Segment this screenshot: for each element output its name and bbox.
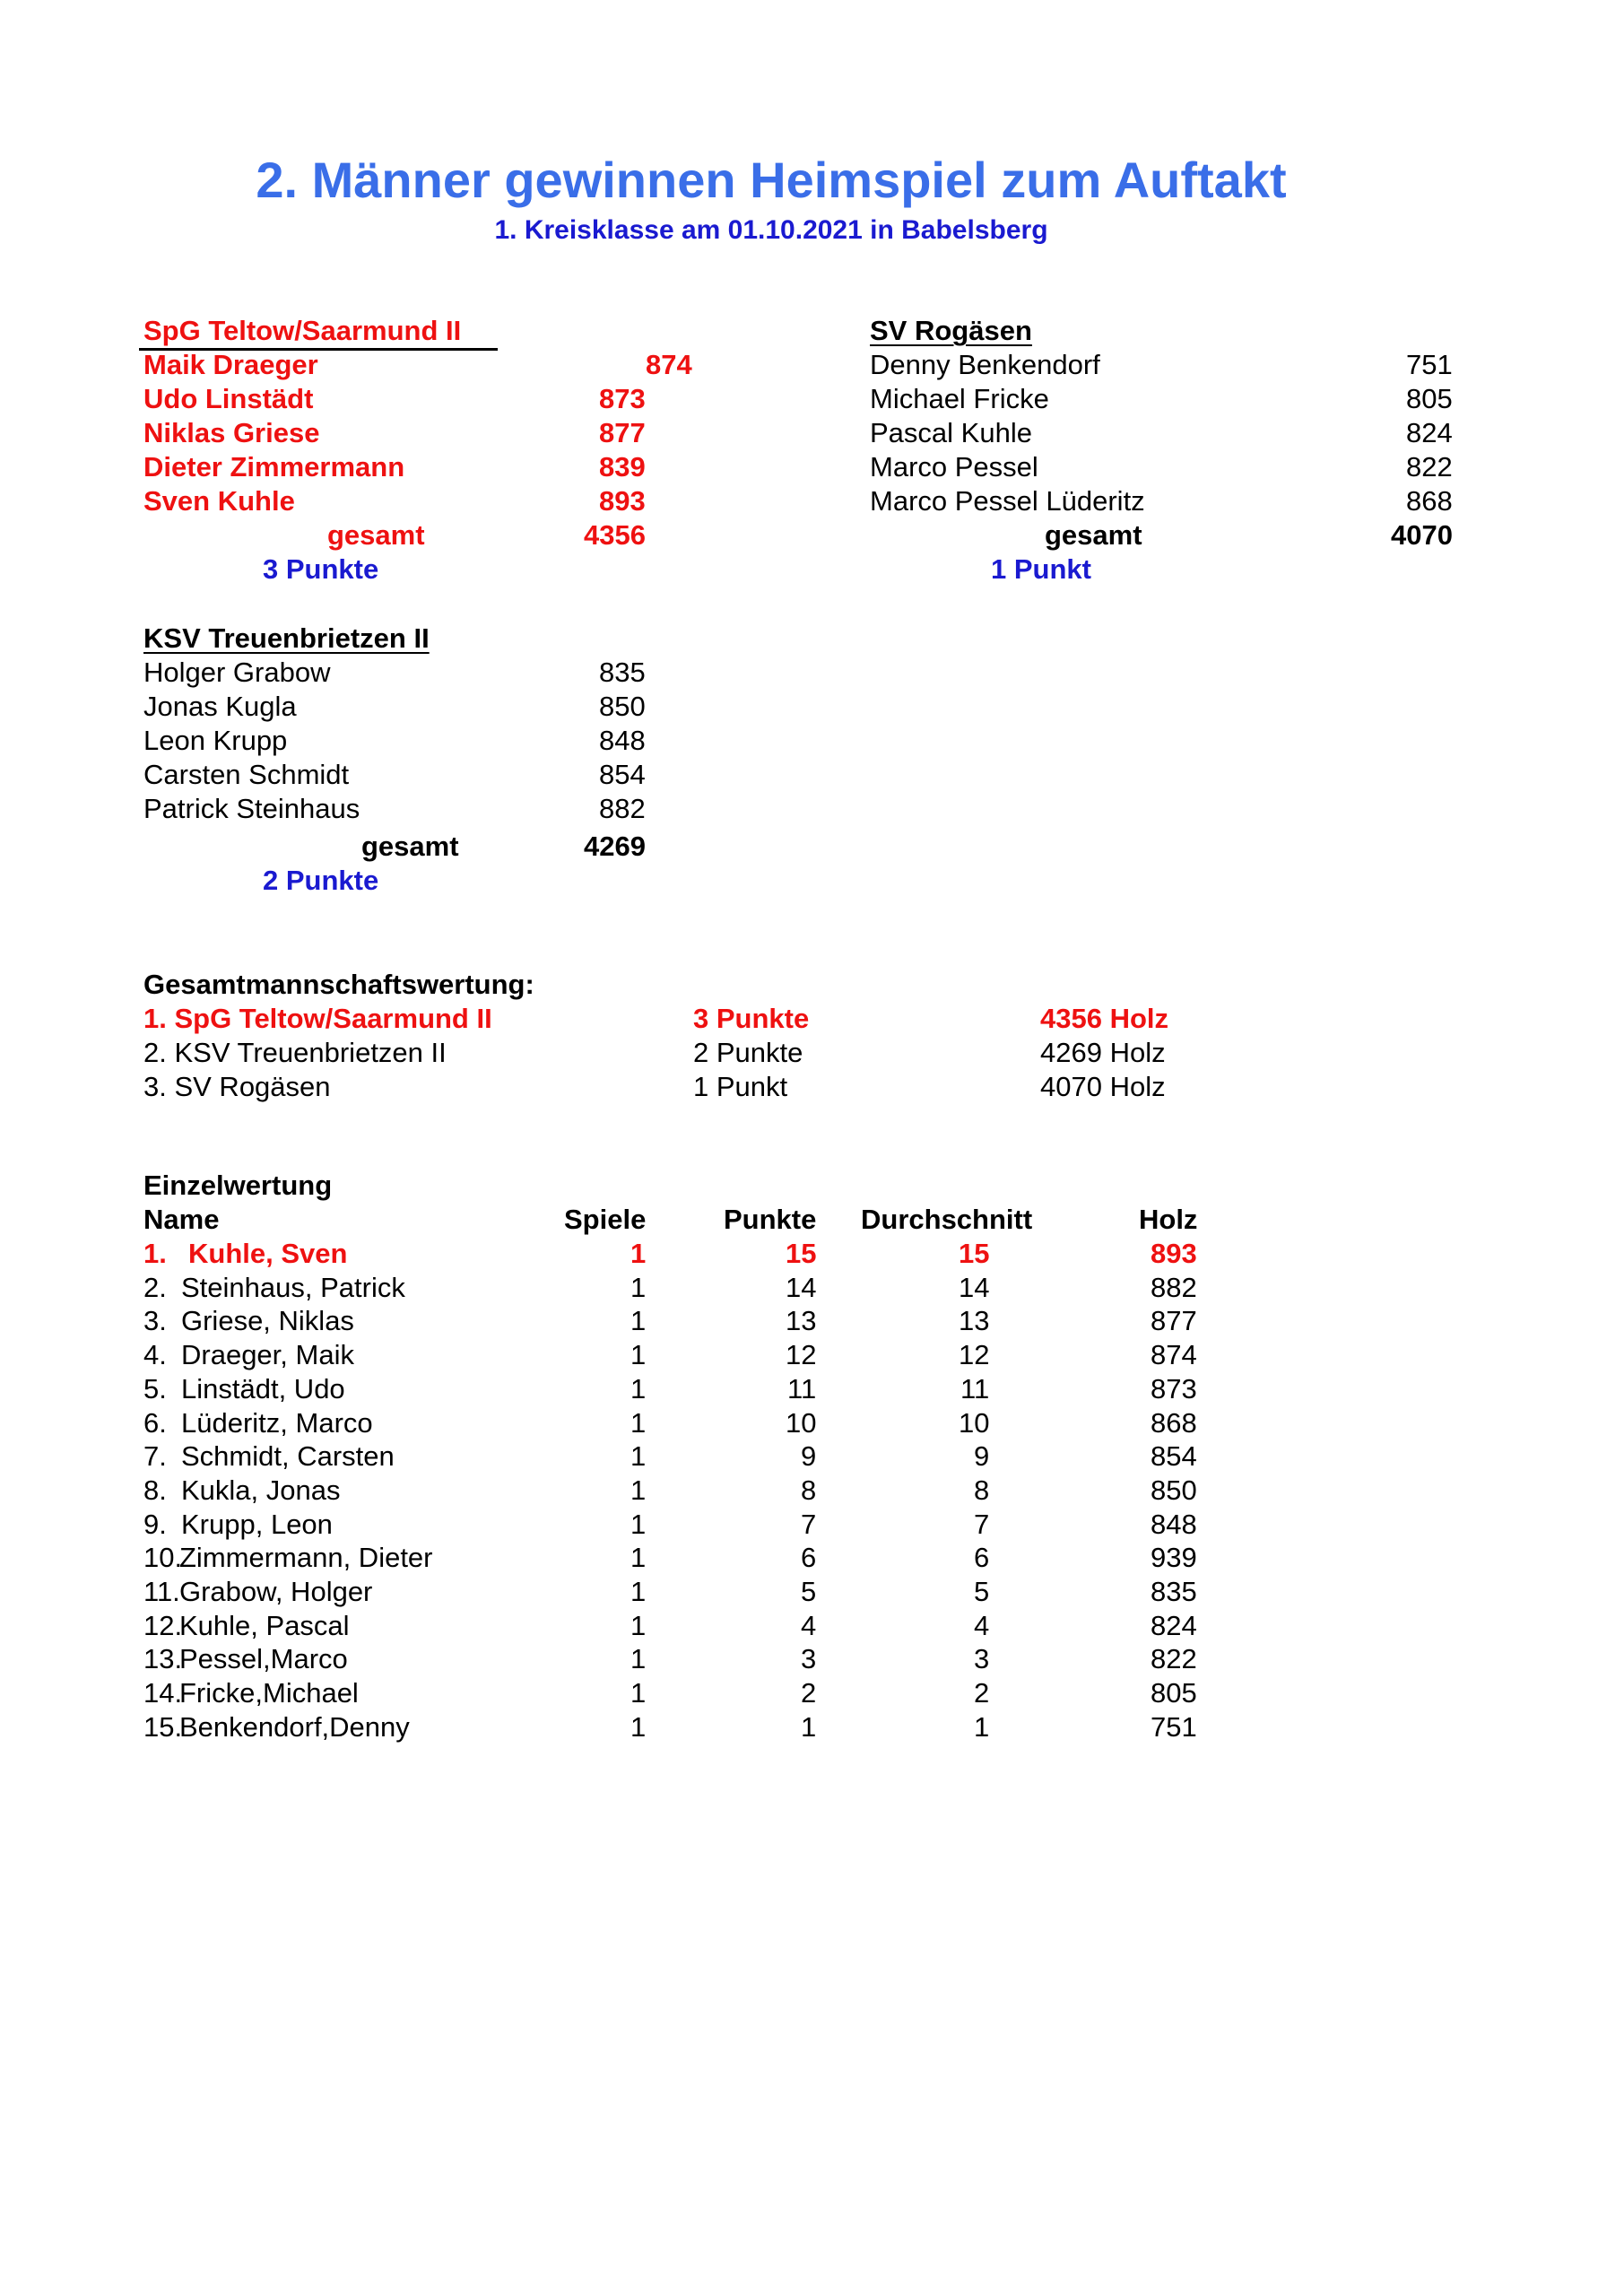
team1-player-row: Maik Draeger 874 [143,349,692,380]
individual-row [143,1541,1220,1575]
player-score: 873 [599,383,646,414]
rank: 1. [143,1238,167,1269]
team1-points-row [143,552,682,587]
player-score: 850 [599,691,646,722]
games: 1 [630,1610,647,1641]
player-name: Zimmermann, Dieter [179,1542,433,1573]
player-score: 877 [599,417,646,448]
holz: 850 [1151,1474,1197,1506]
games: 1 [630,1677,647,1709]
player-name: Marco Pessel [870,451,1038,483]
rank: 14. [143,1677,183,1709]
games: 1 [630,1643,647,1674]
player-name: Griese, Niklas [181,1305,354,1336]
player-name: Schmidt, Carsten [181,1440,395,1472]
team3-player-row [143,758,682,792]
average: 8 [974,1474,990,1506]
games: 1 [630,1305,647,1336]
individual-row [143,1338,1220,1372]
page-title: 2. Männer gewinnen Heimspiel zum Auftakt [256,152,1287,208]
rank: 3. [143,1305,167,1336]
points: 14 [786,1272,817,1303]
points: 6 [801,1542,817,1573]
team3-player-row [143,792,682,826]
team2-player-row [870,416,1453,450]
games: 1 [630,1339,647,1370]
player-name: Leon Krupp [143,725,288,756]
rank: 15. [143,1711,183,1743]
rank: 11. [143,1576,180,1607]
player-name: Benkendorf,Denny [179,1711,410,1743]
average: 6 [974,1542,990,1573]
standings-holz: 4356 Holz [1040,1003,1169,1034]
points: 15 [786,1238,817,1269]
player-name: Lüderitz, Marco [181,1407,373,1439]
player-score: 805 [1406,383,1453,414]
team3-total-row [143,830,682,864]
standings-points: 1 Punkt [693,1071,788,1102]
player-name: Steinhaus, Patrick [181,1272,405,1303]
standings-team: 2. KSV Treuenbrietzen II [143,1037,447,1068]
total-value: 4070 [1391,519,1453,551]
individual-row [143,1439,1220,1474]
team-points: 2 Punkte [263,865,379,896]
standings-holz: 4070 Holz [1040,1071,1166,1102]
individual-row [143,1710,1220,1744]
rank: 6. [143,1407,167,1439]
points: 10 [786,1407,817,1439]
holz: 854 [1151,1440,1197,1472]
individual-row [143,1642,1220,1676]
games: 1 [630,1474,647,1506]
points: 2 [801,1677,817,1709]
team-points: 1 Punkt [991,553,1091,585]
individual-row [143,1237,1220,1271]
player-name: Sven Kuhle [143,485,295,517]
player-name: Krupp, Leon [181,1509,333,1540]
holz: 835 [1151,1576,1197,1607]
total-value: 4356 [584,519,646,551]
games: 1 [630,1407,647,1439]
games: 1 [630,1509,647,1540]
team2-player-row [870,348,1453,382]
average: 3 [974,1643,990,1674]
average: 11 [960,1373,990,1405]
team1-player-row [143,484,682,518]
points: 11 [787,1373,817,1405]
average: 1 [974,1711,990,1743]
individual-row [143,1406,1220,1440]
individual-row [143,1271,1220,1305]
team3-player-row [143,690,682,724]
average: 5 [974,1576,990,1607]
player-name: Kuhle, Sven [188,1238,348,1269]
player-score: 822 [1406,451,1453,483]
total-label: gesamt [327,519,425,551]
player-name: Denny Benkendorf [870,349,1100,380]
player-name: Grabow, Holger [179,1576,373,1607]
standings-points: 2 Punkte [693,1037,803,1068]
col-games: Spiele [564,1204,647,1235]
player-score: 751 [1406,349,1453,380]
player-name: Kukla, Jonas [181,1474,341,1506]
team3-header [143,622,682,656]
holz: 805 [1151,1677,1197,1709]
points: 9 [801,1440,817,1472]
standings-row [143,1036,1220,1070]
points: 5 [801,1576,817,1607]
rank: 9. [143,1509,167,1540]
games: 1 [630,1542,647,1573]
team1-player-row [143,382,682,416]
player-name: Fricke,Michael [179,1677,359,1709]
individual-row [143,1372,1220,1406]
average: 14 [959,1272,990,1303]
player-name: Carsten Schmidt [143,759,350,790]
standings-row [143,1002,1220,1036]
team2-player-row [870,382,1453,416]
player-name: Marco Pessel Lüderitz [870,485,1145,517]
games: 1 [630,1373,647,1405]
holz: 877 [1151,1305,1197,1336]
player-name: Michael Fricke [870,383,1049,414]
team2-points-row [870,552,1453,587]
games: 1 [630,1238,647,1269]
team3-player-row [143,724,682,758]
average: 7 [974,1509,990,1540]
team3-name: KSV Treuenbrietzen II [143,622,430,654]
player-score: 893 [599,485,646,517]
player-score: 835 [599,657,646,688]
standings-heading: Gesamtmannschaftswertung: [143,969,534,1000]
team3-player-row [143,656,682,690]
points: 8 [801,1474,817,1506]
individual-row [143,1609,1220,1643]
games: 1 [630,1272,647,1303]
holz: 873 [1151,1373,1197,1405]
standings-row [143,1070,1220,1104]
player-name: Patrick Steinhaus [143,793,360,824]
player-name: Jonas Kugla [143,691,297,722]
col-average: Durchschnitt [861,1204,1033,1235]
average: 15 [959,1238,990,1269]
games: 1 [630,1440,647,1472]
games: 1 [630,1711,647,1743]
holz: 893 [1151,1238,1197,1269]
player-score: 882 [599,793,646,824]
player-name: Holger Grabow [143,657,331,688]
average: 4 [974,1610,990,1641]
total-label: gesamt [361,831,459,862]
team2-header [870,314,1453,348]
rank: 10. [143,1542,183,1573]
standings-team: 1. SpG Teltow/Saarmund II [143,1003,492,1034]
individual-row [143,1304,1220,1338]
average: 9 [974,1440,990,1472]
holz: 751 [1151,1711,1197,1743]
average: 10 [959,1407,990,1439]
rank: 13. [143,1643,183,1674]
team-points: 3 Punkte [263,553,379,585]
player-name: Pessel,Marco [179,1643,348,1674]
standings-holz: 4269 Holz [1040,1037,1166,1068]
team2-total-row [870,518,1453,552]
average: 2 [974,1677,990,1709]
player-name: Udo Linstädt [143,383,314,414]
team2-name: SV Rogäsen [870,315,1032,346]
individual-row [143,1508,1220,1542]
team2-player-row [870,450,1453,484]
holz: 882 [1151,1272,1197,1303]
average: 12 [959,1339,990,1370]
team3-points-row [143,864,682,898]
individual-columns [143,1203,1220,1237]
team1-name: SpG Teltow/Saarmund II [143,315,462,346]
points: 3 [801,1643,817,1674]
points: 12 [786,1339,817,1370]
points: 13 [786,1305,817,1336]
player-name: Linstädt, Udo [181,1373,345,1405]
standings-heading-row [143,968,771,1002]
rank: 5. [143,1373,167,1405]
rank: 12. [143,1610,183,1641]
rank: 2. [143,1272,167,1303]
rank: 4. [143,1339,167,1370]
player-name: Kuhle, Pascal [179,1610,350,1641]
team1-header [143,314,592,348]
team2-player-row [870,484,1453,518]
total-label: gesamt [1045,519,1142,551]
individual-heading-row [143,1169,771,1203]
games: 1 [630,1576,647,1607]
standings-team: 3. SV Rogäsen [143,1071,331,1102]
player-score: 848 [599,725,646,756]
player-score: 868 [1406,485,1453,517]
player-name: Pascal Kuhle [870,417,1032,448]
player-score: 839 [599,451,646,483]
total-value: 4269 [584,831,646,862]
player-name: Niklas Griese [143,417,320,448]
individual-row [143,1575,1220,1609]
team1-player-row [143,450,682,484]
individual-row [143,1676,1220,1710]
holz: 939 [1151,1542,1197,1573]
page-subtitle: 1. Kreisklasse am 01.10.2021 in Babelsberg [494,215,1048,245]
team1-player-row [143,416,682,450]
holz: 874 [1151,1339,1197,1370]
player-name: Draeger, Maik [181,1339,354,1370]
average: 13 [959,1305,990,1336]
team1-total-row [143,518,682,552]
col-holz: Holz [1139,1204,1198,1235]
standings-points: 3 Punkte [693,1003,810,1034]
col-name: Name [143,1204,220,1235]
individual-heading: Einzelwertung [143,1170,333,1201]
player-score: 854 [599,759,646,790]
individual-row [143,1474,1220,1508]
points: 1 [801,1711,817,1743]
rank: 8. [143,1474,167,1506]
points: 7 [801,1509,817,1540]
holz: 868 [1151,1407,1197,1439]
player-name: Dieter Zimmermann [143,451,405,483]
holz: 822 [1151,1643,1197,1674]
player-score: 824 [1406,417,1453,448]
col-points: Punkte [724,1204,817,1235]
holz: 824 [1151,1610,1197,1641]
holz: 848 [1151,1509,1197,1540]
player-name: Maik Draeger [143,349,318,380]
points: 4 [801,1610,817,1641]
rank: 7. [143,1440,167,1472]
